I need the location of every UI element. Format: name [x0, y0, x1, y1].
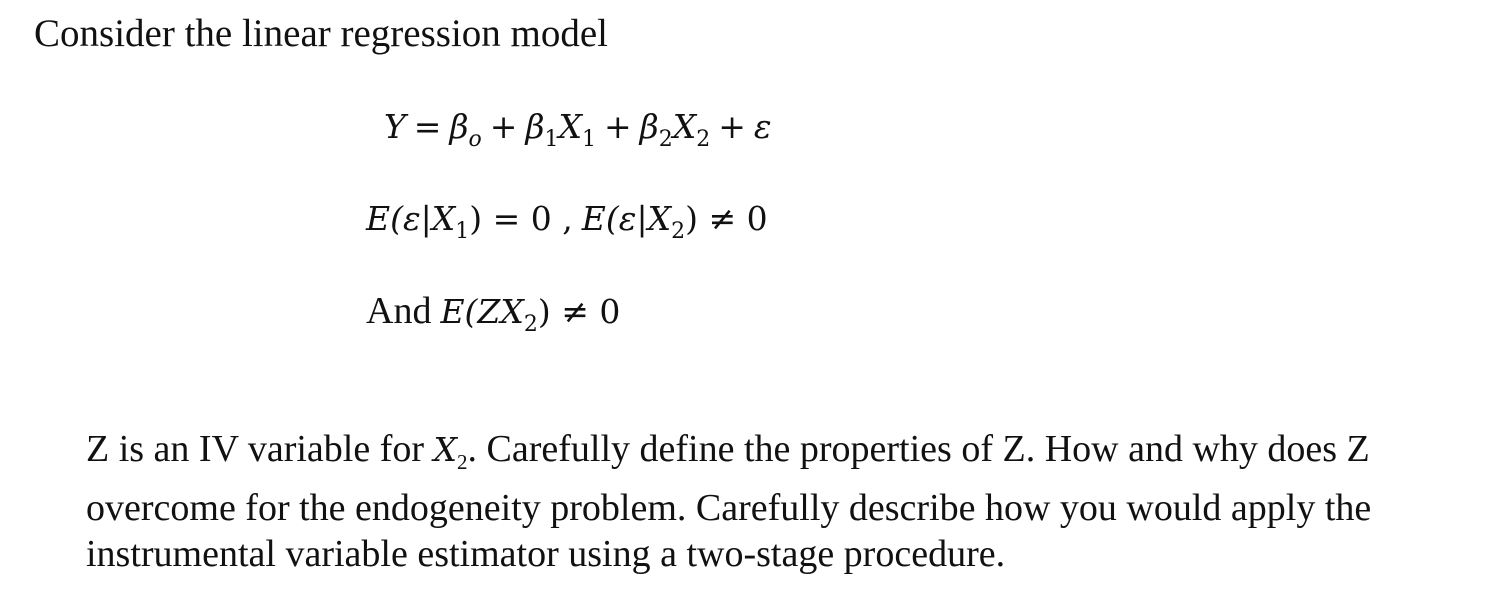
- instrument-condition-equation: [366, 289, 620, 347]
- x-1: X: [558, 107, 583, 146]
- beta-0-sub: o: [468, 127, 482, 152]
- expectation-zx2: E(ZX: [440, 292, 524, 331]
- expectation-x2: E(ε|X: [581, 199, 672, 238]
- question-line-1-start: Z is an IV variable for: [86, 428, 425, 470]
- question-line-2: overcome for the endogeneity problem. Carefully describe how you would apply the: [86, 487, 1372, 529]
- question-var-x2: X: [433, 430, 458, 469]
- question-line-1-end: . Carefully define the properties of Z. How and why does Z: [467, 428, 1370, 470]
- x-2: X: [672, 107, 697, 146]
- expectation-x1: E(ε|X: [366, 199, 456, 238]
- question-var-x2-sub: 2: [457, 450, 468, 474]
- intro-text: Consider the linear regression model: [34, 12, 609, 55]
- expectation-x1-sub: 1: [455, 219, 470, 244]
- beta-2: β: [639, 107, 659, 146]
- eq-equals: =: [413, 107, 442, 146]
- eq-Y: Y: [384, 107, 406, 146]
- plus-3: +: [718, 107, 746, 146]
- beta-1: β: [525, 107, 545, 146]
- regression-equation: [384, 104, 772, 162]
- conditional-expectation-equation: [366, 196, 768, 254]
- epsilon: ε: [753, 107, 772, 146]
- x-2-sub: 2: [696, 127, 711, 152]
- plus-1: +: [489, 107, 518, 146]
- x-1-sub: 1: [582, 127, 597, 152]
- expectation-x2-close: ) ≠ 0: [685, 199, 768, 238]
- question-line-1: [86, 426, 1476, 485]
- expectation-x1-close: ) = 0 ,: [469, 199, 573, 238]
- question-paragraph: [86, 426, 1476, 577]
- beta-1-sub: 1: [544, 127, 559, 152]
- question-line-3: instrumental variable estimator using a two-stage procedure.: [86, 533, 1006, 575]
- expectation-zx2-sub: 2: [523, 312, 538, 337]
- expectation-zx2-close: ) ≠ 0: [537, 292, 621, 331]
- plus-2: +: [604, 107, 632, 146]
- beta-2-sub: 2: [658, 127, 673, 152]
- and-word: And: [366, 290, 432, 332]
- beta-0: β: [449, 107, 469, 146]
- expectation-x2-sub: 2: [671, 219, 686, 244]
